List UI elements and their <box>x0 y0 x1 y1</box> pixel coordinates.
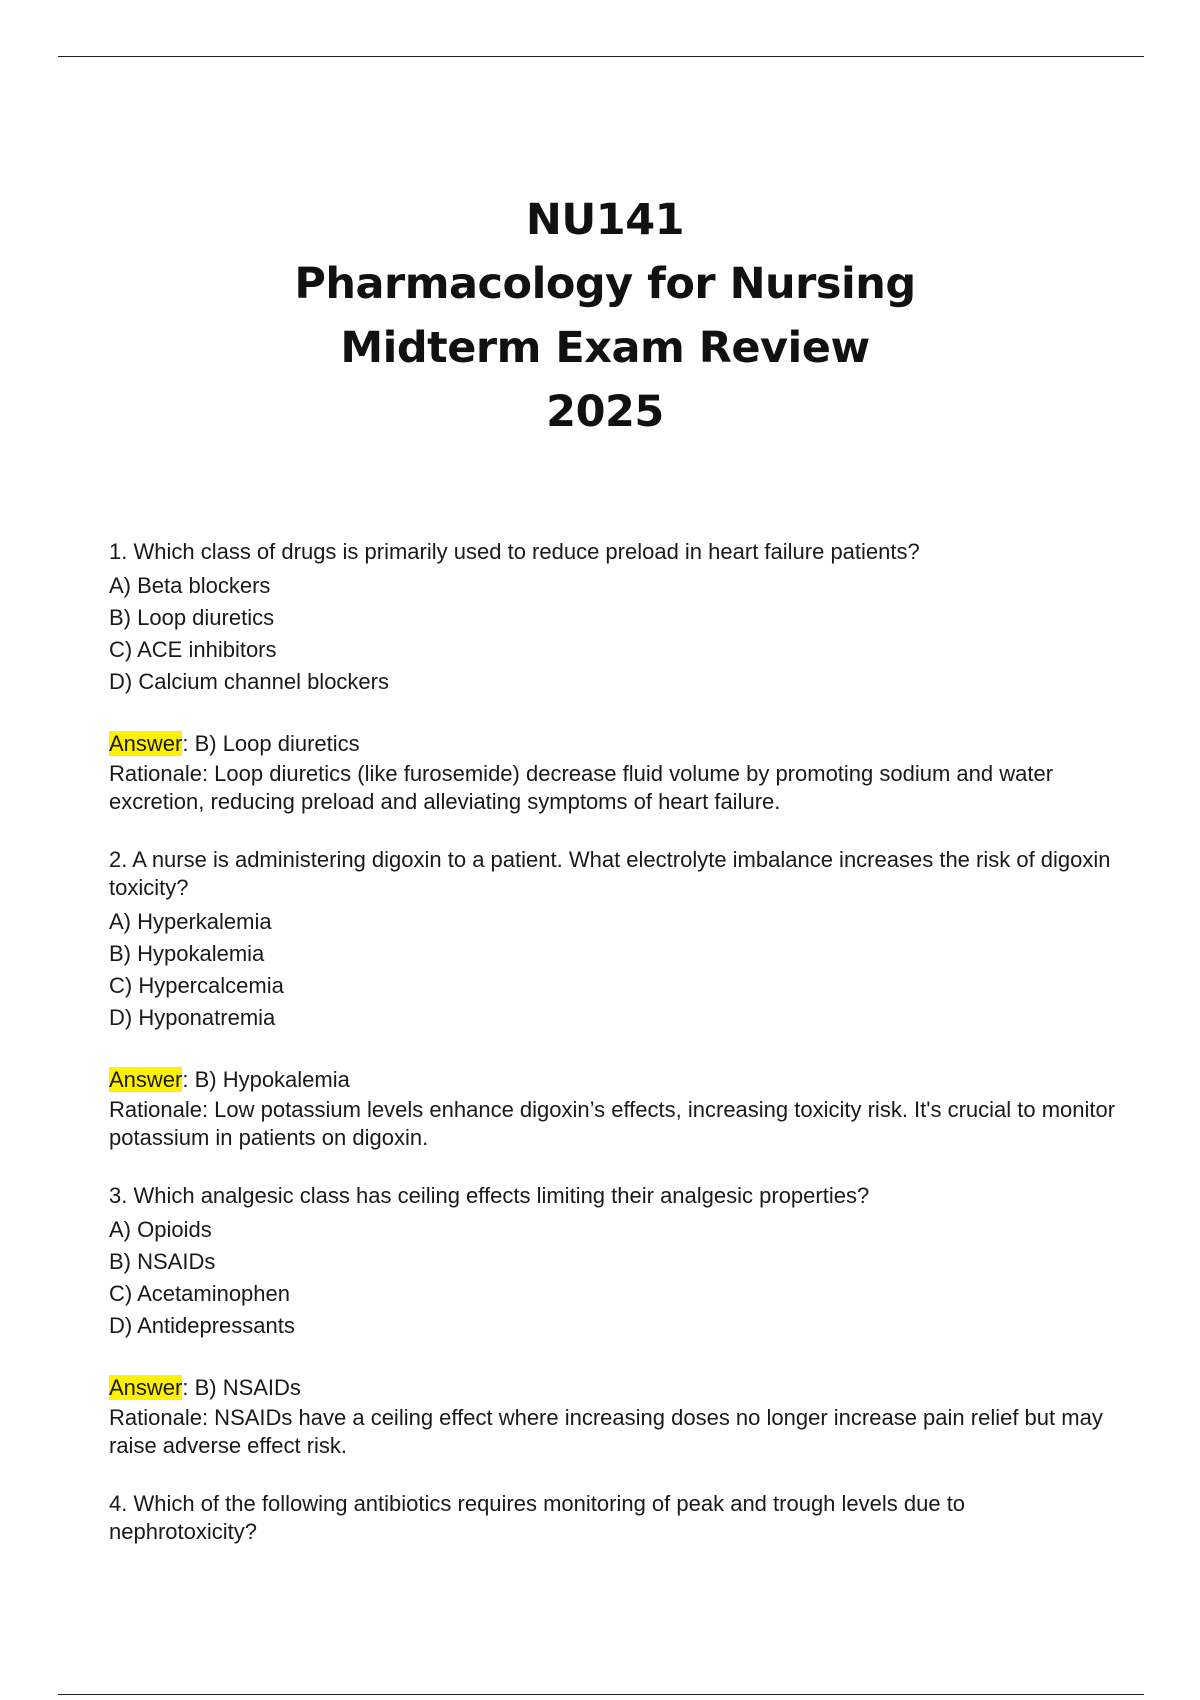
question-text: 4. Which of the following antibiotics requires monitoring of peak and trough levels due to nephrotoxicity? <box>109 1491 966 1544</box>
rationale: Rationale: NSAIDs have a ceiling effect where increasing doses no longer increase pain relief but may raise adverse effect risk. <box>109 1405 1103 1458</box>
option-b: B) Loop diuretics <box>109 605 275 630</box>
option-c: C) Acetaminophen <box>109 1281 290 1306</box>
question-text: 3. Which analgesic class has ceiling effects limiting their analgesic properties? <box>109 1183 870 1208</box>
document-title <box>0 188 1200 444</box>
rationale: Rationale: Loop diuretics (like furosemide) decrease fluid volume by promoting sodium and water excretion, reducing preload and alleviating symptoms of heart failure. <box>109 761 1054 814</box>
question-text: 2. A nurse is administering digoxin to a patient. What electrolyte imbalance increases the risk of digoxin toxicity? <box>109 847 1111 900</box>
questions-list <box>109 538 1119 1550</box>
option-a: A) Opioids <box>109 1217 212 1242</box>
answer-value: : B) Loop diuretics <box>182 731 360 756</box>
answer-label: Answer <box>109 1067 183 1092</box>
option-c: C) ACE inhibitors <box>109 637 277 662</box>
exam-name: Midterm Exam Review <box>340 323 870 373</box>
answer-label: Answer <box>109 1375 183 1400</box>
rationale: Rationale: Low potassium levels enhance digoxin’s effects, increasing toxicity risk. It's crucial to monitor potassium in patients on digoxin. <box>109 1097 1116 1150</box>
question-2 <box>109 846 1119 1152</box>
option-b: B) Hypokalemia <box>109 941 265 966</box>
option-b: B) NSAIDs <box>109 1249 216 1274</box>
question-1 <box>109 538 1119 816</box>
question-text: 1. Which class of drugs is primarily used to reduce preload in heart failure patients? <box>109 539 920 564</box>
answer-value: : B) Hypokalemia <box>182 1067 350 1092</box>
answer-line <box>109 1064 1119 1096</box>
question-3 <box>109 1182 1119 1460</box>
answer-line <box>109 1372 1119 1404</box>
top-divider <box>58 56 1144 57</box>
option-a: A) Hyperkalemia <box>109 909 272 934</box>
option-d: D) Antidepressants <box>109 1313 295 1338</box>
exam-year: 2025 <box>546 387 664 437</box>
option-d: D) Calcium channel blockers <box>109 669 389 694</box>
course-name: Pharmacology for Nursing <box>294 259 916 309</box>
option-d: D) Hyponatremia <box>109 1005 276 1030</box>
answer-line <box>109 728 1119 760</box>
answer-label: Answer <box>109 731 183 756</box>
question-4 <box>109 1490 1119 1546</box>
option-a: A) Beta blockers <box>109 573 271 598</box>
option-c: C) Hypercalcemia <box>109 973 284 998</box>
bottom-divider <box>58 1694 1144 1695</box>
answer-value: : B) NSAIDs <box>182 1375 301 1400</box>
course-code: NU141 <box>525 195 685 245</box>
